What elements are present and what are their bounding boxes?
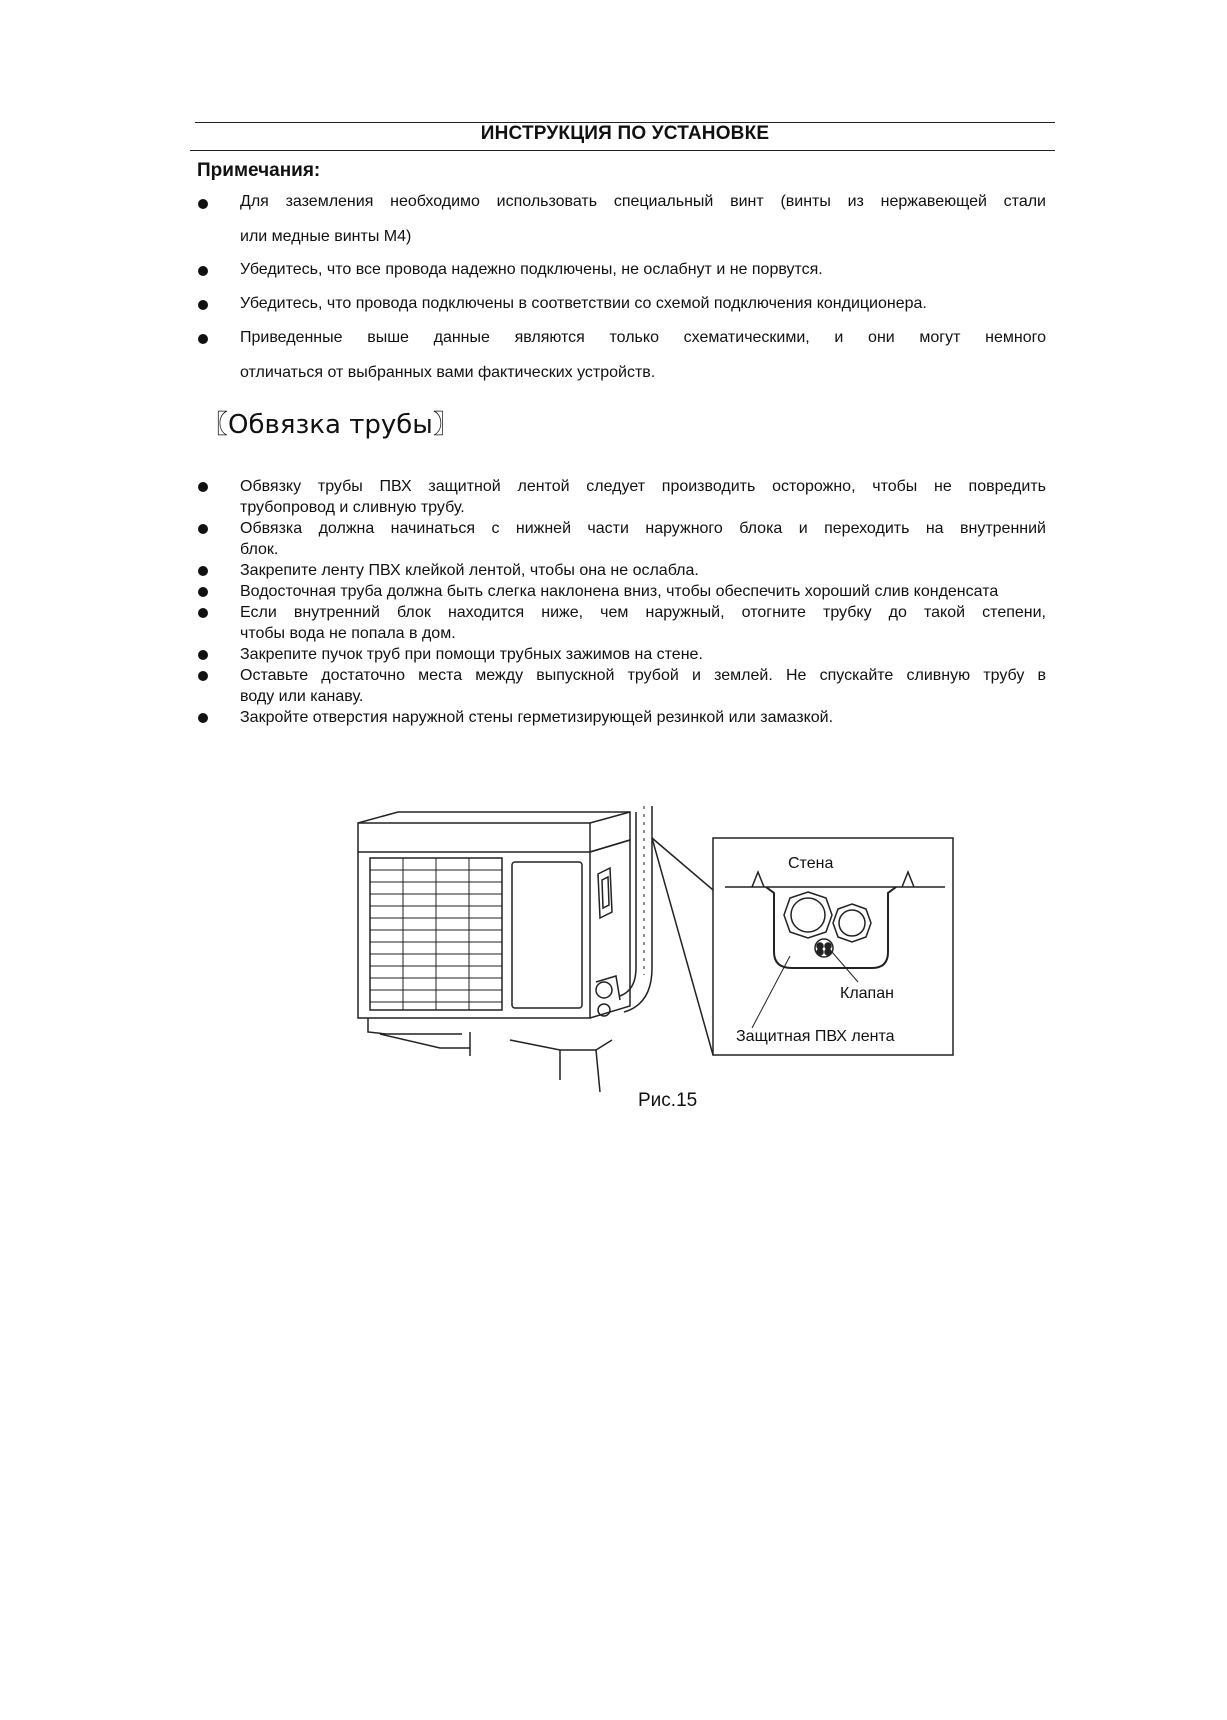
item-5-line-1: Если внутренний блок находится ниже, чем наружный, отогните трубку до такой степени, bbox=[240, 604, 1046, 621]
note-1-line-2: или медные винты M4) bbox=[240, 228, 412, 245]
item-7-line-2: воду или канаву. bbox=[240, 688, 364, 705]
wall-label: Стена bbox=[788, 855, 834, 872]
item-6-line-1: Закрепите пучок труб при помощи трубных зажимов на стене. bbox=[240, 646, 703, 663]
item-2-line-2: блок. bbox=[240, 541, 279, 558]
item-3-line-1: Закрепите ленту ПВХ клейкой лентой, чтобы она не ослабла. bbox=[240, 562, 699, 579]
valve-cluster bbox=[815, 939, 833, 957]
valve-label: Клапан bbox=[840, 985, 894, 1002]
pipe-bundle-illustration bbox=[620, 806, 652, 1012]
outdoor-unit-illustration bbox=[358, 812, 630, 1092]
item-8-line-1: Закройте отверстия наружной стены герметизирующей резинкой или замазкой. bbox=[240, 709, 834, 726]
item-7-line-1: Оставьте достаточно места между выпускной трубой и землей. Не спускайте сливную трубу в bbox=[240, 667, 1046, 684]
note-4-line-1: Приведенные выше данные являются только схематическими, и они могут немного bbox=[240, 329, 1046, 346]
item-4-line-1: Водосточная труба должна быть слегка наклонена вниз, чтобы обеспечить хороший слив конденсата bbox=[240, 583, 999, 600]
item-5-line-2: чтобы вода не попала в дом. bbox=[240, 625, 456, 642]
item-2-line-1: Обвязка должна начинаться с нижней части наружного блока и переходить на внутренний bbox=[240, 520, 1046, 537]
notes-heading: Примечания: bbox=[197, 160, 321, 181]
section-title: 〖Обвязка трубы〗 bbox=[202, 410, 459, 440]
note-4-line-2: отличаться от выбранных вами фактических устройств. bbox=[240, 364, 656, 381]
note-1-line-1: Для заземления необходимо использовать специальный винт (винты из нержавеющей стали bbox=[240, 193, 1046, 210]
item-1-line-2: трубопровод и сливную трубу. bbox=[240, 499, 465, 516]
item-1-line-1: Обвязку трубы ПВХ защитной лентой следует производить осторожно, чтобы не повредить bbox=[240, 478, 1046, 495]
note-2-line-1: Убедитесь, что все провода надежно подключены, не ослабнут и не порвутся. bbox=[240, 261, 823, 278]
page-title: ИНСТРУКЦИЯ ПО УСТАНОВКЕ bbox=[480, 123, 770, 144]
tape-label: Защитная ПВХ лента bbox=[736, 1028, 895, 1045]
figure-caption: Рис.15 bbox=[638, 1090, 698, 1111]
note-3-line-1: Убедитесь, что провода подключены в соответствии со схемой подключения кондиционера. bbox=[240, 295, 927, 312]
